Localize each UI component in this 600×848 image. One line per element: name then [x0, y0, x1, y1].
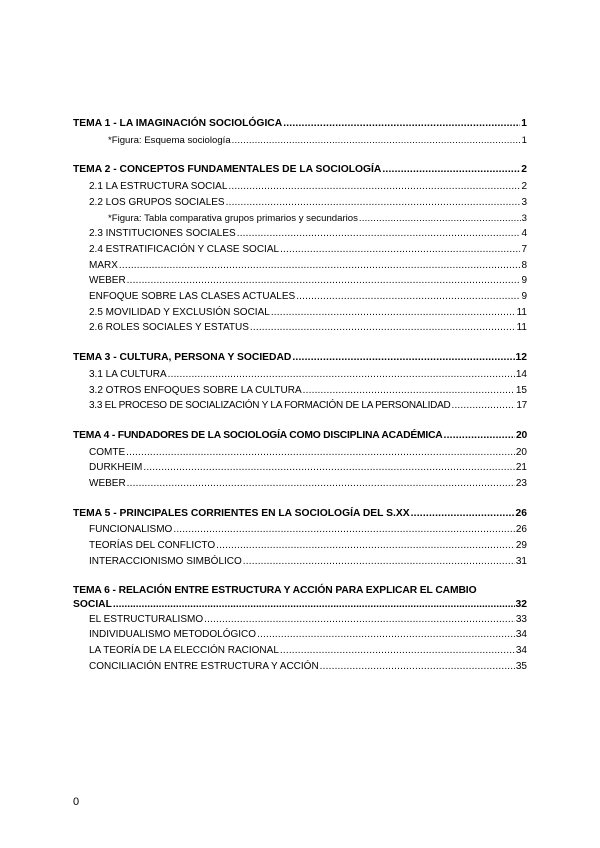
toc-heading[interactable]: [73, 506, 527, 522]
toc-section-tema-1: [73, 116, 527, 148]
toc-heading-title-cont: SOCIAL: [73, 598, 112, 610]
dot-leader: [271, 305, 516, 321]
toc-heading[interactable]: [73, 428, 527, 444]
toc-page-number: 33: [515, 613, 527, 625]
toc-entry-label: 2.6 ROLES SOCIALES Y ESTATUS: [89, 322, 249, 334]
toc-entry-label: 2.5 MOVILIDAD Y EXCLUSIÓN SOCIAL: [89, 306, 270, 318]
toc-page-number: 11: [516, 306, 527, 318]
toc-page-number: 17: [516, 400, 527, 412]
toc-section-tema-4: [73, 428, 527, 492]
toc-entry-label: TEORÍAS DEL CONFLICTO: [89, 540, 216, 552]
toc-page-number: 4: [521, 228, 527, 240]
toc-section-tema-3: [73, 350, 527, 414]
toc-entry-label: DURKHEIM: [89, 462, 143, 474]
dot-leader: [359, 211, 521, 227]
dot-leader: [250, 320, 516, 336]
dot-leader: [216, 538, 515, 554]
dot-leader: [127, 476, 515, 492]
toc-page-number: 12: [515, 352, 527, 364]
toc-page-number: 21: [515, 462, 527, 474]
toc-page-number: 20: [515, 446, 527, 458]
toc-page-number: 14: [515, 368, 527, 380]
toc-entry-label: 2.1 LA ESTRUCTURA SOCIAL: [89, 181, 228, 193]
toc-page-number: 20: [515, 429, 527, 441]
toc-entry-label: FUNCIONALISMO: [89, 524, 173, 536]
toc-entry[interactable]: [73, 398, 527, 414]
toc-page-number: 35: [515, 660, 527, 672]
dot-leader: [451, 398, 515, 414]
toc-heading-title: TEMA 6 - RELACIÓN ENTRE ESTRUCTURA Y ACCIÓN PARA EXPLICAR EL CAMBIO: [73, 584, 477, 596]
toc-entry[interactable]: [73, 289, 527, 305]
toc-section-tema-6: [73, 584, 527, 675]
toc-page-number: 9: [521, 275, 527, 287]
toc-entry-label: MARX: [89, 259, 118, 271]
toc-page-number: 15: [515, 384, 527, 396]
toc-heading-title: TEMA 2 - CONCEPTOS FUNDAMENTALES DE LA SOCIOLOGÍA: [73, 164, 382, 176]
dot-leader: [292, 350, 514, 366]
toc-entry[interactable]: [73, 179, 527, 195]
toc-entry[interactable]: [73, 538, 527, 554]
dot-leader: [257, 627, 515, 643]
toc-heading[interactable]: [73, 162, 527, 178]
toc-entry-label: INTERACCIONISMO SIMBÓLICO: [89, 555, 242, 567]
toc-entry-label: LA TEORÍA DE LA ELECCIÓN RACIONAL: [89, 644, 279, 656]
toc-entry[interactable]: [73, 522, 527, 538]
toc-page-number: 1: [521, 134, 527, 146]
toc-heading-title: TEMA 3 - CULTURA, PERSONA Y SOCIEDAD: [73, 352, 292, 364]
toc-entry[interactable]: [73, 211, 527, 227]
toc-entry[interactable]: [73, 367, 527, 383]
dot-leader: [204, 612, 515, 628]
dot-leader: [444, 428, 515, 444]
toc-page-number: 2: [521, 181, 527, 193]
toc-entry-label: INDIVIDUALISMO METODOLÓGICO: [89, 629, 257, 641]
dot-leader: [280, 242, 520, 258]
dot-leader: [283, 116, 520, 132]
dot-leader: [411, 506, 515, 522]
toc-entry-label: 3.3 EL PROCESO DE SOCIALIZACIÓN Y LA FORMACIÓN DE LA PERSONALIDAD: [89, 400, 451, 412]
toc-entry-label: *Figura: Esquema sociología: [108, 134, 231, 146]
toc-page-number: 8: [521, 259, 527, 271]
toc-section-tema-2: [73, 162, 527, 336]
toc-page-number: 3: [521, 196, 527, 208]
toc-page-number: 34: [515, 644, 527, 656]
toc-entry[interactable]: [73, 383, 527, 399]
toc-entry[interactable]: [73, 195, 527, 211]
toc-page-number: 2: [521, 164, 527, 176]
toc-page-number: 9: [521, 291, 527, 303]
toc-entry[interactable]: [73, 476, 527, 492]
dot-leader: [243, 554, 515, 570]
toc-entry[interactable]: [73, 460, 527, 476]
toc-page-number: 32: [515, 598, 527, 610]
toc-page-number: 26: [515, 507, 527, 519]
toc-page-number: 26: [515, 524, 527, 536]
toc-entry-label: 2.3 INSTITUCIONES SOCIALES: [89, 228, 236, 240]
toc-entry[interactable]: [73, 320, 527, 336]
dot-leader: [382, 162, 520, 178]
toc-page-number: 29: [515, 540, 527, 552]
toc-entry[interactable]: [73, 305, 527, 321]
dot-leader: [168, 367, 515, 383]
toc-entry[interactable]: [73, 258, 527, 274]
toc-heading-title: TEMA 1 - LA IMAGINACIÓN SOCIOLÓGICA: [73, 118, 283, 129]
dot-leader: [226, 195, 521, 211]
toc-entry-label: COMTE: [89, 446, 126, 458]
toc-entry[interactable]: [73, 445, 527, 461]
toc-entry-label: EL ESTRUCTURALISMO: [89, 613, 204, 625]
toc-section-tema-5: [73, 506, 527, 570]
dot-leader: [113, 598, 515, 612]
toc-heading-title: TEMA 4 - FUNDADORES DE LA SOCIOLOGÍA COMO DISCIPLINA ACADÉMICA: [73, 429, 443, 441]
toc-entry[interactable]: [73, 659, 527, 675]
toc-entry-label: 2.4 ESTRATIFICACIÓN Y CLASE SOCIAL: [89, 243, 280, 255]
toc-page-number: 3: [521, 212, 527, 224]
toc-page-number: 11: [516, 322, 527, 334]
toc-entry[interactable]: [73, 133, 527, 149]
toc-page-number: 23: [515, 478, 527, 490]
dot-leader: [126, 445, 515, 461]
toc-heading-continuation: [73, 598, 527, 612]
toc-heading[interactable]: [73, 116, 527, 132]
toc-entry[interactable]: [73, 226, 527, 242]
toc-heading-title: TEMA 5 - PRINCIPALES CORRIENTES EN LA SOCIOLOGÍA DEL S.XX: [73, 507, 410, 519]
toc-entry[interactable]: [73, 554, 527, 570]
dot-leader: [228, 179, 520, 195]
dot-leader: [143, 460, 515, 476]
dot-leader: [127, 273, 521, 289]
toc-entry-label: ENFOQUE SOBRE LAS CLASES ACTUALES: [89, 291, 296, 303]
toc-entry-label: WEBER: [89, 478, 126, 490]
toc-heading[interactable]: [73, 584, 527, 612]
dot-leader: [303, 383, 515, 399]
dot-leader: [296, 289, 520, 305]
toc-entry-label: 3.1 LA CULTURA: [89, 368, 167, 380]
toc-page-number: 34: [515, 629, 527, 641]
toc-entry[interactable]: [73, 242, 527, 258]
toc-entry-label: WEBER: [89, 275, 126, 287]
dot-leader: [237, 226, 521, 242]
toc-page-number: 1: [521, 118, 527, 129]
toc-entry[interactable]: [73, 273, 527, 289]
table-of-contents: [73, 116, 527, 688]
toc-entry[interactable]: [73, 612, 527, 628]
dot-leader: [320, 659, 515, 675]
toc-page-number: 31: [515, 555, 527, 567]
toc-page-number: 7: [521, 243, 527, 255]
dot-leader: [173, 522, 515, 538]
toc-entry[interactable]: [73, 627, 527, 643]
dot-leader: [280, 643, 515, 659]
toc-entry[interactable]: [73, 643, 527, 659]
footer-page-number: 0: [73, 796, 80, 808]
toc-entry-label: 3.2 OTROS ENFOQUES SOBRE LA CULTURA: [89, 384, 302, 396]
toc-entry-label: CONCILIACIÓN ENTRE ESTRUCTURA Y ACCIÓN: [89, 660, 319, 672]
dot-leader: [119, 258, 521, 274]
toc-entry-label: 2.2 LOS GRUPOS SOCIALES: [89, 196, 225, 208]
toc-heading[interactable]: [73, 350, 527, 366]
dot-leader: [232, 133, 521, 149]
toc-entry-label: *Figura: Tabla comparativa grupos primarios y secundarios: [108, 212, 358, 224]
